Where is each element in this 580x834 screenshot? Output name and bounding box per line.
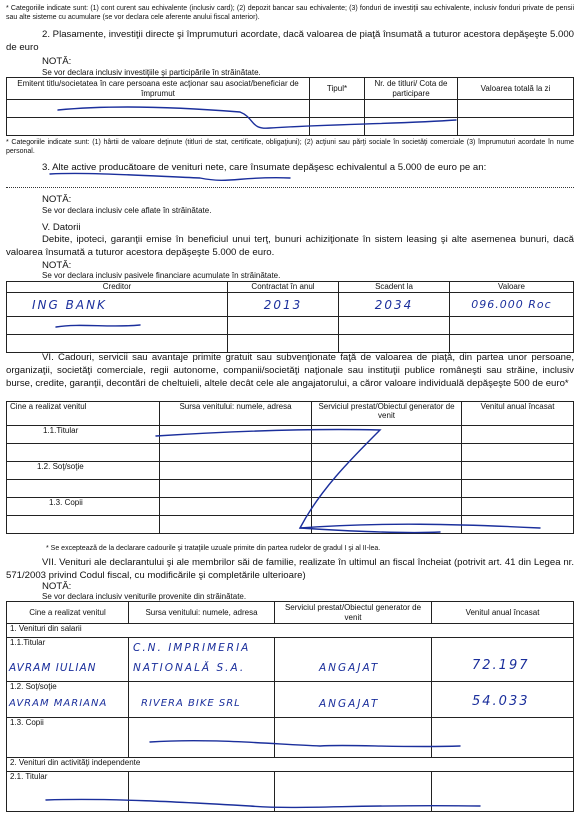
gift-row-copii: 1.3. Copii bbox=[7, 498, 160, 516]
income-table bbox=[6, 601, 574, 812]
hw-titular-source-2: NATIONALĂ S.A. bbox=[133, 662, 246, 674]
income-row-sot: 1.2. Soţ/soţie bbox=[10, 682, 57, 691]
hw-titular-income: 72.197 bbox=[472, 658, 530, 673]
income-row-titular: 1.1.Titular bbox=[10, 638, 46, 647]
debt-year: 2013 bbox=[263, 297, 303, 312]
section-6-title: VI. Cadouri, servicii sau avantaje primite gratuit sau subvenţionate faţă de valoarea de piaţă, din partea unor persoane, organizaţii, societăţi comerciale, regii autonome, companii/societăţi naţionale sau instituţii publice româneşti sau străine, inclusiv burse, credite, garanţii, decontări de cheltuieli, altele decât cele ale angajatorului, a căror valoare individuală depăşeşte 500 de euro* bbox=[6, 352, 574, 389]
col-valoare-datorii: Valoare bbox=[450, 282, 574, 293]
section-5-nota: NOTĂ: bbox=[42, 260, 72, 271]
section-5-text: Debite, ipoteci, garanţii emise în beneficiul unui terţ, bunuri achiziţionate în sistem leasing şi alte asemenea bunuri, dacă valoarea însumată a tuturor acestora depăşeşte 5.000 de euro. bbox=[6, 234, 574, 258]
income-row-copii: 1.3. Copii bbox=[7, 718, 129, 758]
col-contractat: Contractat în anul bbox=[228, 282, 339, 293]
section-3-title: 3. Alte active producătoare de venituri nete, care însumate depăşesc echivalentul a 5.000 de euro pe an: bbox=[42, 162, 487, 173]
col-tipul: Tipul* bbox=[310, 78, 365, 100]
table-row bbox=[7, 638, 574, 682]
col-cine-venit: Cine a realizat venitul bbox=[7, 602, 129, 624]
gift-row-sot: 1.2. Soţ/soţie bbox=[7, 462, 160, 480]
col-venit-anual: Venitul anual încasat bbox=[432, 602, 574, 624]
investments-table bbox=[6, 77, 574, 136]
gifts-table bbox=[6, 401, 574, 534]
debt-value: 096.000 Roc bbox=[471, 298, 552, 311]
debts-table bbox=[6, 281, 574, 353]
hw-titular-service: ANGAJAT bbox=[319, 662, 380, 674]
section-7-nota: NOTĂ: bbox=[42, 581, 72, 592]
col-scadent: Scadent la bbox=[339, 282, 450, 293]
col-nr-titluri: Nr. de titluri/ Cota de participare bbox=[365, 78, 458, 100]
col-venit: Venitul anual încasat bbox=[462, 402, 574, 426]
section-2-footnote: * Categoriile indicate sunt: (1) hârtii de valoare deţinute (titluri de stat, certificate, obligaţiuni); (2) acţiuni sau părţi sociale în societăţi comerciale (3) împrumuturi acordate în nume personal. bbox=[6, 139, 574, 156]
hw-sot-name: AVRAM MARIANA bbox=[9, 698, 108, 709]
col-cine: Cine a realizat venitul bbox=[7, 402, 160, 426]
income-row-indep: 2. Venituri din activităţi independente bbox=[7, 758, 574, 772]
col-valoare: Valoarea totală la zi bbox=[458, 78, 574, 100]
debt-creditor: ING BANK bbox=[32, 297, 107, 312]
section-3-nota-text: Se vor declara inclusiv cele aflate în străinătate. bbox=[42, 206, 212, 215]
income-row-salarii: 1. Venituri din salarii bbox=[7, 624, 574, 638]
hw-sot-income: 54.033 bbox=[472, 694, 530, 709]
col-serviciu-venit: Serviciul prestat/Obiectul generator de venit bbox=[275, 602, 432, 624]
section-7-nota-text: Se vor declara inclusiv veniturile provenite din străinătate. bbox=[42, 592, 247, 601]
hw-sot-source: RIVERA BIKE SRL bbox=[141, 698, 241, 709]
table-row bbox=[7, 293, 574, 317]
hw-sot-service: ANGAJAT bbox=[319, 698, 380, 710]
gift-row-titular: 1.1.Titular bbox=[7, 426, 160, 444]
col-serviciu: Serviciul prestat/Obiectul generator de venit bbox=[312, 402, 462, 426]
hw-titular-source-1: C.N. IMPRIMERIA bbox=[133, 642, 251, 654]
income-row-indep-titular: 2.1. Titular bbox=[7, 772, 129, 812]
dotted-line bbox=[6, 187, 574, 188]
debt-due: 2034 bbox=[374, 297, 414, 312]
section-2-title: 2. Plasamente, investiţii directe şi împrumuturi acordate, dacă valoarea de piaţă însumată a tuturor acestora depăşeşte 5.000 de euro bbox=[6, 29, 574, 53]
top-footnote: * Categoriile indicate sunt: (1) cont curent sau echivalente (inclusiv card); (2) depozit bancar sau echivalente; (3) fonduri de investiţii sau echivalente, inclusiv fonduri private de pensii sau alte sisteme cu acumulare (se vor declara cele aferente anului fiscal anterior). bbox=[6, 5, 574, 22]
col-sursa-venit: Sursa venitului: numele, adresa bbox=[129, 602, 275, 624]
col-emitent: Emitent titlu/societatea în care persoana este acţionar sau asociat/beneficiar de împrumut bbox=[7, 78, 310, 100]
col-creditor: Creditor bbox=[7, 282, 228, 293]
section-3-nota: NOTĂ: bbox=[42, 194, 72, 205]
section-5-title: V. Datorii bbox=[42, 222, 81, 233]
section-2-nota-text: Se vor declara inclusiv investiţiile şi participările în străinătate. bbox=[42, 68, 261, 77]
col-sursa: Sursa venitului: numele, adresa bbox=[160, 402, 312, 426]
section-7-title: VII. Venituri ale declarantului şi ale membrilor săi de familie, realizate în ultimul an fiscal încheiat (potrivit art. 41 din Legea nr. 571/2003 privind Codul fiscal, cu modificările şi completările ulterioare) bbox=[6, 557, 574, 581]
section-2-nota: NOTĂ: bbox=[42, 56, 72, 67]
table-row bbox=[7, 682, 574, 718]
hw-titular-name: AVRAM IULIAN bbox=[9, 662, 97, 674]
section-5-nota-text: Se vor declara inclusiv pasivele financiare acumulate în străinătate. bbox=[42, 271, 281, 280]
section-6-footnote: * Se exceptează de la declarare cadourile şi trataţiile uzuale primite din partea rudelor de gradul I şi al II-lea. bbox=[46, 545, 381, 552]
